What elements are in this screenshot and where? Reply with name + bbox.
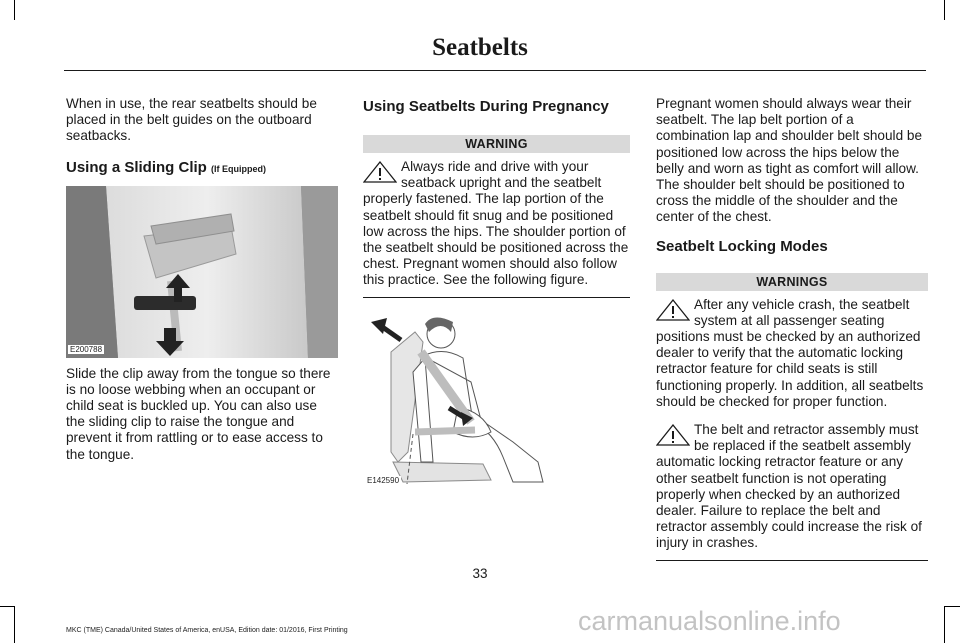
sliding-clip-heading: [66, 159, 338, 176]
column-1: [66, 96, 338, 473]
sliding-clip-illustration: [66, 186, 338, 358]
pregnancy-guidance: Pregnant women should always wear their seatbelt. The lap belt portion of a combination lap and shoulder belt should be positioned low across the hips below the belly and worn as tight as comfort will allow. The shoulder belt should be positioned to cross the middle of the shoulder and the center of the chest.: [656, 96, 923, 225]
pregnancy-warning: [363, 159, 630, 289]
if-equipped-note: (If Equipped): [211, 163, 267, 174]
warnings-end-rule: [656, 560, 928, 561]
crop-mark-bottom-right-h: [944, 606, 960, 607]
pregnancy-warning-header: WARNING: [363, 135, 630, 153]
sliding-clip-heading-text: Using a Sliding Clip: [66, 158, 207, 176]
retractor-warning-text: The belt and retractor assembly must be replaced if the seatbelt assembly automatic locking retractor feature or any other seatbelt function is not operating properly when checked by an authorized dealer. Failure to replace the belt and retractor assembly could increase the risk of injury in crashes.: [656, 422, 922, 551]
watermark: carmanualsonline.info: [578, 606, 841, 636]
crash-warning: [656, 297, 928, 410]
crop-mark-top-right: [944, 0, 945, 20]
pregnancy-warning-text: Always ride and drive with your seatback upright and the seatbelt properly fastened. The lap portion of the seatbelt should fit snug and be positioned low across the hips. The shoulder portion of the seatbelt should be positioned across the chest. Pregnant women should also follow this practice. See the following figure.: [363, 159, 629, 288]
crop-mark-bottom-right: [944, 606, 945, 643]
sliding-clip-figure-label: E200788: [70, 344, 103, 354]
crop-mark-bottom-left-h: [0, 606, 14, 607]
pregnant-occupant-illustration: [363, 312, 553, 492]
crop-mark-bottom-left: [14, 606, 15, 643]
page-title: Seatbelts: [432, 34, 528, 61]
page-number: 33: [472, 566, 488, 581]
sliding-clip-figure: [66, 186, 338, 358]
locking-warnings-header: WARNINGS: [656, 273, 928, 291]
pregnancy-figure-label: E142590: [367, 475, 400, 485]
edition-footer: MKC (TME) Canada/United States of America, enUSA, Edition date: 01/2016, First Printing: [66, 627, 348, 634]
locking-modes-heading: Seatbelt Locking Modes: [656, 237, 828, 255]
warning-end-rule: [363, 297, 630, 298]
column-3: [656, 96, 928, 561]
retractor-warning: [656, 422, 928, 552]
warning-triangle-icon: [363, 161, 397, 183]
pregnancy-heading: Using Seatbelts During Pregnancy: [363, 98, 609, 115]
crop-mark-top-left: [14, 0, 15, 20]
header-rule: [64, 70, 926, 71]
warning-triangle-icon: [656, 299, 690, 321]
warning-triangle-icon: [656, 424, 690, 446]
crash-warning-text: After any vehicle crash, the seatbelt system at all passenger seating positions must be checked by an authorized dealer to verify that the automatic locking retractor feature for child seats is still functioning properly. In addition, all seatbelts should be checked for proper function.: [656, 296, 924, 409]
sliding-clip-body: Slide the clip away from the tongue so there is no loose webbing when an occupant or child seat is buckled up. You can also use the sliding clip to raise the tongue and prevent it from rattling or to ease access to the tongue.: [66, 365, 331, 462]
pregnancy-figure: [363, 312, 553, 492]
rear-belts-intro: When in use, the rear seatbelts should be placed in the belt guides on the outboard seatbacks.: [66, 96, 317, 144]
column-2: [363, 96, 630, 492]
